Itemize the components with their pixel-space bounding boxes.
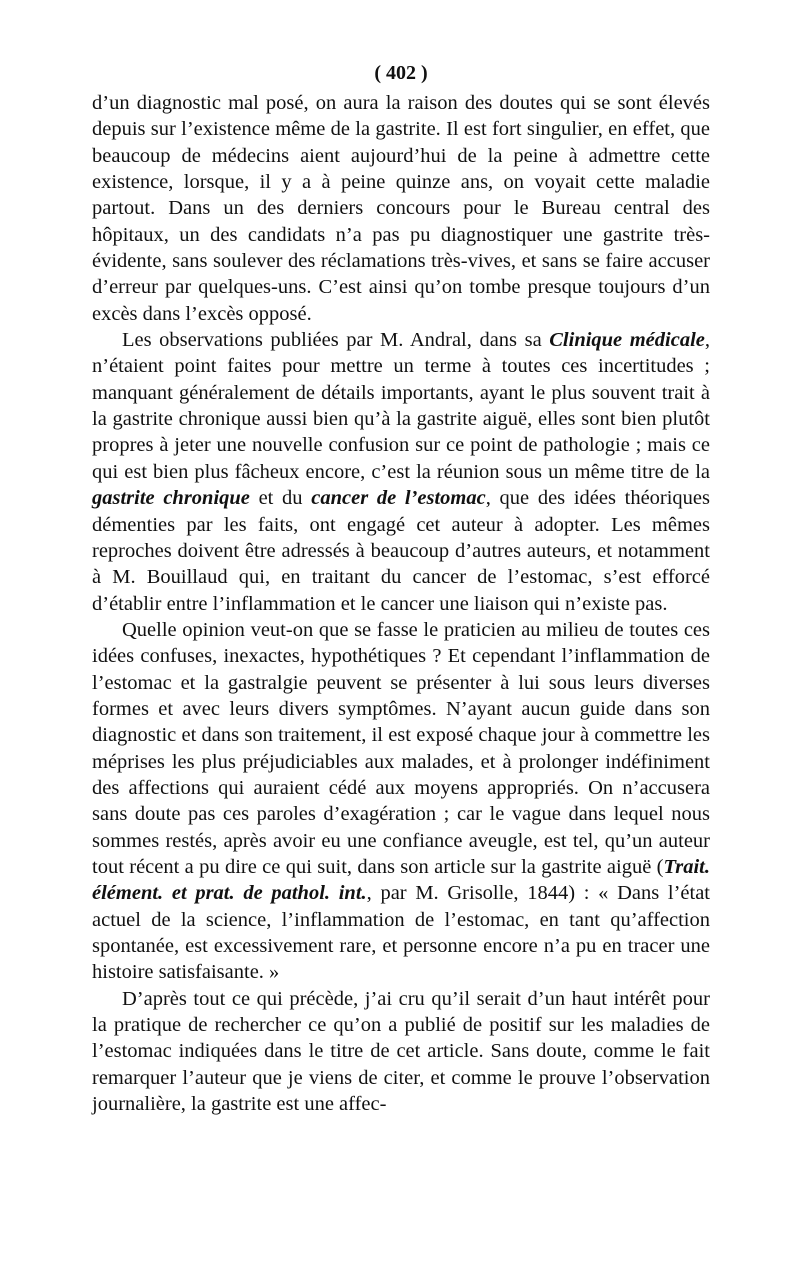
paragraph	[92, 986, 710, 1118]
italic-title: Clinique médicale	[549, 329, 705, 352]
text-run: , n’étaient point faites pour mettre un terme à toutes ces incertitudes ; manquant généralement de détails importants, ayant le plus souvent trait à la gastrite chronique aussi bien qu’à la gastrite aiguë, elles sont bien plutôt propres à jeter une nouvelle confusion sur ce point de pathologie ; mais ce qui est bien plus fâcheux encore, c’est la réunion sous un même titre de la	[92, 329, 710, 483]
paragraph	[92, 90, 710, 327]
text-run: Les observations publiées par M. Andral, dans sa	[122, 329, 550, 352]
text-run: et du	[249, 487, 312, 510]
italic-title: cancer de l’estomac	[311, 487, 486, 510]
text-run: d’un diagnostic mal posé, on aura la raison des doutes qui se sont élevés depuis sur l’existence même de la gastrite. Il est fort singulier, en effet, que beaucoup de médecins aient aujourd’hui de la peine à admettre cette existence, lorsque, il y a à peine quinze ans, on voyait cette maladie partout. Dans un des derniers concours pour le Bureau central des hôpitaux, un des candidats n’a pas pu diagnostiquer une gastrite très-évidente, sans soulever des réclamations très-vives, et sans se faire accuser d’erreur par quelques-uns. C’est ainsi qu’on tombe presque toujours d’un excès dans l’excès opposé.	[92, 92, 710, 325]
body-text	[92, 90, 710, 1117]
text-run: , que des idées théoriques démenties par les faits, ont engagé cet auteur à adopter. Les mêmes reproches doivent être adressés à beaucoup d’autres auteurs, et notamment à M. Bouillaud qui, en traitant du cancer de l’estomac, s’est efforcé d’établir entre l’inflammation et le cancer une liaison qui n’existe pas.	[92, 487, 711, 615]
text-run: D’après tout ce qui précède, j’ai cru qu’il serait d’un haut intérêt pour la pratique de rechercher ce qu’on a publié de positif sur les maladies de l’estomac indiquées dans le titre de cet article. Sans doute, comme le fait remarquer l’auteur que je viens de citer, et comme le prouve l’observation journalière, la gastrite est une affec-	[92, 987, 710, 1116]
text-run: Quelle opinion veut-on que se fasse le praticien au milieu de toutes ces idées confuses, inexactes, hypothétiques ? Et cependant l’inflammation de l’estomac et la gastralgie peuvent se présenter à lui sous leurs diverses formes et avec leurs divers symptômes. N’ayant aucun guide dans son diagnostic et dans son traitement, il est exposé chaque jour à commettre les méprises les plus préjudiciables aux malades, et à prolonger indéfiniment des affections qui auraient cédé aux moyens appropriés. On n’accusera sans doute pas ces paroles d’exagération ; car le vague dans lequel nous sommes restés, après avoir eu une confiance aveugle, est tel, qu’un auteur tout récent a pu dire ce qui suit, dans son article sur la gastrite aiguë (	[92, 618, 710, 878]
book-page	[92, 56, 710, 1117]
text-run: , par M. Grisolle, 1844) : « Dans l’état actuel de la science, l’inflammation de l’estomac, en tant qu’affection spontanée, est excessivement rare, et personne encore n’a pu en tracer une histoire satisfaisante. »	[92, 882, 710, 984]
italic-title: gastrite chronique	[92, 487, 250, 510]
page-number: ( 402 )	[374, 62, 428, 84]
paragraph	[92, 327, 710, 617]
italic-title: Trait. élément. et prat. de pathol. int.	[92, 855, 710, 905]
paragraph	[92, 617, 710, 986]
